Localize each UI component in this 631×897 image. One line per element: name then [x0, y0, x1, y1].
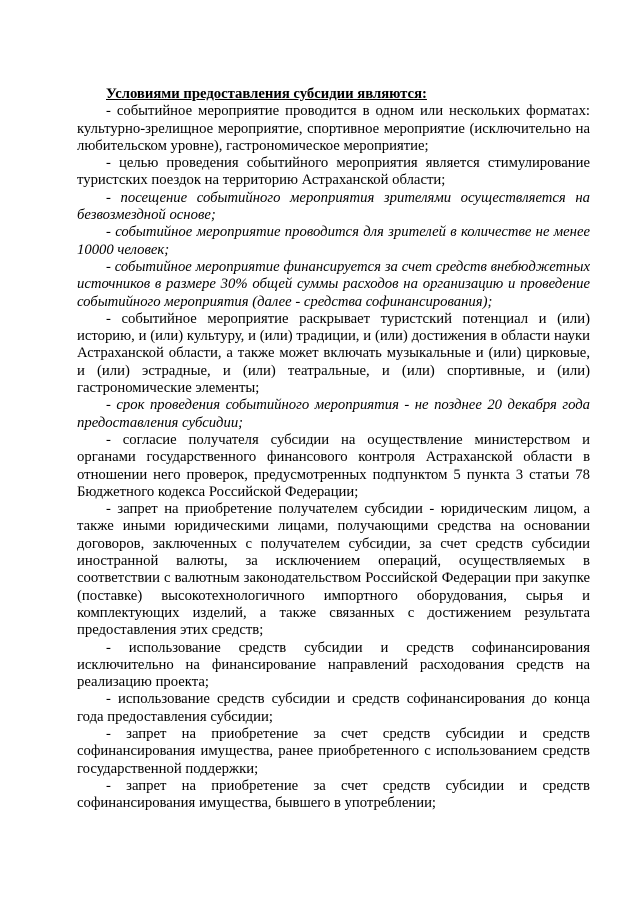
paragraph: - запрет на приобретение за счет средств субсидии и средств софинансирования имущества, бывшего в употреблении;: [77, 777, 590, 812]
paragraph: - целью проведения событийного мероприятия является стимулирование туристских поездок на территорию Астраханской области;: [77, 155, 590, 189]
paragraph: - событийное мероприятие финансируется за счет средств внебюджетных источников в размере 30% общей суммы расходов на организацию и проведение событийного мероприятия (далее - средства софинансирования);: [77, 258, 590, 310]
paragraph: - срок проведения событийного мероприятия - не позднее 20 декабря года предоставления субсидии;: [77, 397, 590, 431]
paragraph: - запрет на приобретение получателем субсидии - юридическим лицом, а также иными юридическими лицами, получающими средства на основании договоров, заключенных с получателем субсидии, за счет средств субсидии иностранной валюты, за исключением операций, осуществляемых в соответствии с валютным законодательством Российской Федерации при закупке (поставке) высокотехнологичного импортного оборудования, сырья и комплектующих изделий, а также связанных с достижением результата предоставления этих средств;: [77, 501, 590, 639]
paragraph: - событийное мероприятие раскрывает туристский потенциал и (или) историю, и (или) культуру, и (или) традиции, и (или) достижения в области науки Астраханской области, а также может включать музыкальные и (или) цирковые, и (или) эстрадные, и (или) театральные, и (или) спортивные, и (или) гастрономические элементы;: [77, 310, 590, 397]
paragraph-list: [77, 103, 590, 812]
paragraph: - использование средств субсидии и средств софинансирования до конца года предоставления субсидии;: [77, 691, 590, 725]
paragraph: - использование средств субсидии и средств софинансирования исключительно на финансирование направлений расходования средств на реализацию проекта;: [77, 639, 590, 691]
paragraph: - событийное мероприятие проводится для зрителей в количестве не менее 10000 человек;: [77, 224, 590, 258]
document-heading: Условиями предоставления субсидии являются:: [106, 86, 427, 102]
paragraph: - согласие получателя субсидии на осуществление министерством и органами государственного финансового контроля Астраханской области в отношении него проверок, предусмотренных подпунктом 5 пункта 3 статьи 78 Бюджетного кодекса Российской Федерации;: [77, 431, 590, 500]
paragraph: - посещение событийного мероприятия зрителями осуществляется на безвозмездной основе;: [77, 189, 590, 224]
paragraph: - событийное мероприятие проводится в одном или нескольких форматах: культурно-зрелищное мероприятие, спортивное мероприятие (исключительно на любительском уровне), гастрономическое мероприятие;: [77, 103, 590, 154]
paragraph: - запрет на приобретение за счет средств субсидии и средств софинансирования имущества, ранее приобретенного с использованием средств государственной поддержки;: [77, 725, 590, 777]
